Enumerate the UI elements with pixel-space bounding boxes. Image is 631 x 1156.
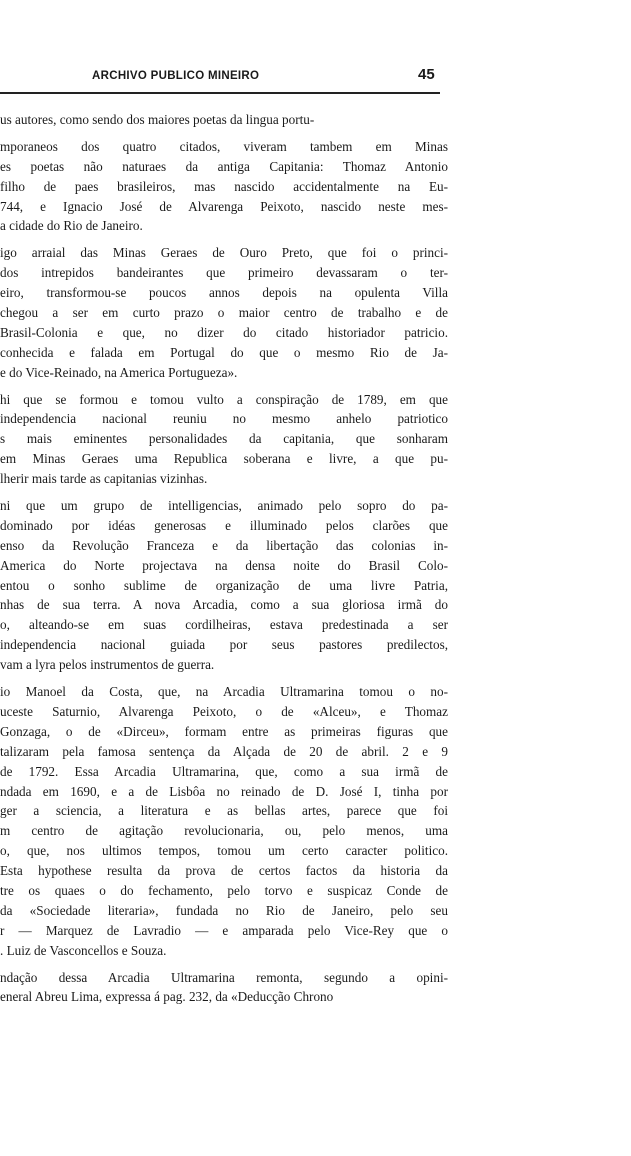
paragraph-gap	[0, 489, 448, 496]
text-line: Brasil-Colonia e que, no dizer do citado historiador patricio.	[0, 324, 448, 340]
text-line: ndada em 1690, e a de Lisbôa no reinado de D. José I, tinha por	[0, 783, 448, 799]
text-line: eiro, transformou-se poucos annos depois na opulenta Villa	[0, 285, 448, 301]
paragraph	[0, 968, 448, 1008]
paragraph-gap	[0, 961, 448, 968]
text-line: Gonzaga, o de «Dirceu», formam entre as primeiras figuras que	[0, 723, 448, 739]
text-line: independencia nacional reuniu no mesmo anhelo patriotico	[0, 411, 448, 427]
header-rule	[0, 92, 440, 94]
text-line: 744, e Ignacio José de Alvarenga Peixoto, nascido neste mes-	[0, 198, 448, 214]
paragraph-gap	[0, 383, 448, 390]
text-line: chegou a ser em curto prazo o maior centro de trabalho e de	[0, 305, 448, 321]
paragraph	[0, 243, 448, 382]
text-line: dos intrepidos bandeirantes que primeiro devassaram o ter-	[0, 265, 448, 281]
text-line: dominado por idéas generosas e illuminado pelos clarões que	[0, 517, 448, 533]
text-line: tre os quaes o do fechamento, pelo torvo e suspicaz Conde de	[0, 882, 448, 898]
text-line: America do Norte projectava na densa noite do Brasil Colo-	[0, 557, 448, 573]
paragraph	[0, 390, 448, 489]
text-line: ger a sciencia, a literatura e as bellas artes, parece que foi	[0, 803, 448, 819]
text-line: mporaneos dos quatro citados, viveram tambem em Minas	[0, 138, 448, 154]
paragraph	[0, 110, 448, 130]
text-line: nhas de sua terra. A nova Arcadia, como a sua gloriosa irmã do	[0, 597, 448, 613]
text-line: igo arraial das Minas Geraes de Ouro Preto, que foi o princi-	[0, 245, 448, 261]
paragraph-gap	[0, 236, 448, 243]
paragraph	[0, 496, 448, 675]
page-number: 45	[418, 66, 435, 83]
text-line: filho de paes brasileiros, mas nascido accidentalmente na Eu-	[0, 178, 448, 194]
text-line: o, alteando-se em suas cordilheiras, estava predestinada a ser	[0, 617, 448, 633]
text-line: o, que, nos ultimos tempos, tomou um certo caracter politico.	[0, 843, 448, 859]
text-line: es poetas não naturaes da antiga Capitania: Thomaz Antonio	[0, 158, 448, 174]
text-line: uceste Saturnio, Alvarenga Peixoto, o de «Alceu», e Thomaz	[0, 703, 448, 719]
text-line: hi que se formou e tomou vulto a conspiração de 1789, em que	[0, 391, 448, 407]
text-line: a cidade do Rio de Janeiro.	[0, 218, 143, 234]
text-line: s mais eminentes personalidades da capitania, que sonharam	[0, 431, 448, 447]
text-line: independencia nacional guiada por seus pastores predilectos,	[0, 637, 448, 653]
text-line: entou o sonho sublime de organização de uma livre Patria,	[0, 577, 448, 593]
text-line: e do Vice-Reinado, na America Portugueza».	[0, 364, 238, 380]
text-line: m centro de agitação revolucionaria, ou, pelo menos, uma	[0, 823, 448, 839]
paragraph	[0, 137, 448, 236]
running-head	[0, 66, 445, 90]
text-line: eneral Abreu Lima, expressa á pag. 232, da «Deducção Chrono	[0, 989, 334, 1005]
text-line: da «Sociedade literaria», fundada no Rio de Janeiro, pelo seu	[0, 902, 448, 918]
text-line: de 1792. Essa Arcadia Ultramarina, que, como a sua irmã de	[0, 763, 448, 779]
text-line: talizaram pela famosa sentença da Alçada de 20 de abril. 2 e 9	[0, 743, 448, 759]
text-line: ndação dessa Arcadia Ultramarina remonta, segundo a opini-	[0, 969, 448, 985]
text-line: conhecida e falada em Portugal do que o mesmo Rio de Ja-	[0, 344, 448, 360]
body-text	[0, 110, 448, 1007]
text-line: Esta hypothese resulta da prova de certos factos da historia da	[0, 863, 448, 879]
paragraph	[0, 682, 448, 960]
text-line: enso da Revolução Franceza e da libertação das colonias in-	[0, 537, 448, 553]
text-line: io Manoel da Costa, que, na Arcadia Ultramarina tomou o no-	[0, 684, 448, 700]
text-line: em Minas Geraes uma Republica soberana e livre, a que pu-	[0, 451, 448, 467]
text-line: vam a lyra pelos instrumentos de guerra.	[0, 657, 215, 673]
text-line: ni que um grupo de intelligencias, animado pelo sopro do pa-	[0, 498, 448, 514]
paragraph-gap	[0, 675, 448, 682]
paragraph-gap	[0, 130, 448, 137]
text-line: r — Marquez de Lavradio — e amparada pelo Vice-Rey que o	[0, 922, 448, 938]
text-line: lherir mais tarde as capitanias vizinhas.	[0, 471, 208, 487]
running-title: ARCHIVO PUBLICO MINEIRO	[92, 70, 260, 82]
text-line: . Luiz de Vasconcellos e Souza.	[0, 942, 167, 958]
text-line: us autores, como sendo dos maiores poetas da lingua portu-	[0, 112, 315, 127]
